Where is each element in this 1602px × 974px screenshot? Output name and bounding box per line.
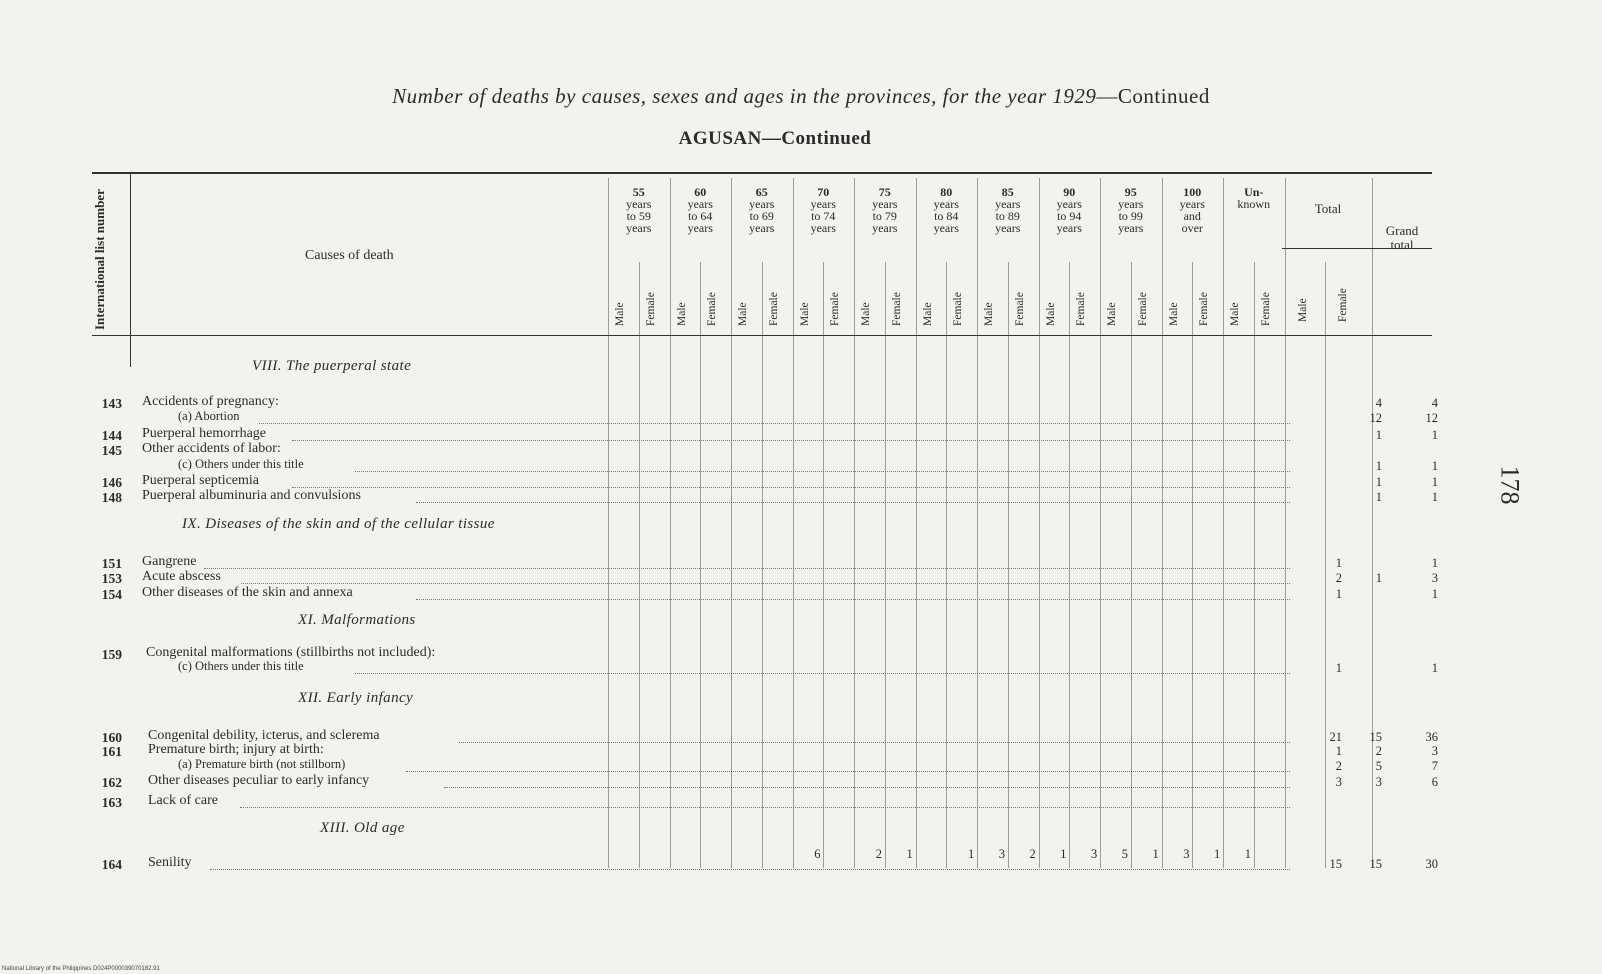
total-female-value: 5 [1375,759,1382,773]
cause-label: Puerperal albuminuria and convulsions [142,488,361,503]
total-male-value: 1 [1335,556,1342,570]
total-female-value: 2 [1375,744,1382,758]
male-subheader: Male [675,302,688,326]
age-group-line: 80 [940,185,953,199]
total-female-value: 1 [1375,490,1382,504]
cause-label: Other accidents of labor: [142,441,281,456]
cause-label: Congenital malformations (stillbirths not included): [146,645,436,660]
senility-age-value: 2 [1029,847,1036,861]
age-group-line: years [687,197,713,211]
age-group-header [977,186,1039,234]
total-female-value: 1 [1375,571,1382,585]
leader-dots [355,672,1290,674]
grand-total-value: 1 [1431,587,1438,601]
age-group-line: known [1237,197,1271,211]
cause-label: Senility [148,855,192,870]
age-group-line: 90 [1063,185,1076,199]
age-column-rule [608,178,609,868]
age-group-header [1100,186,1162,234]
sex-column-rule [762,262,763,868]
grand-total-value: 1 [1431,475,1438,489]
total-female-value: 1 [1375,428,1382,442]
leader-dots [210,868,1290,870]
table-title [0,84,1602,109]
age-group-line: years [810,197,836,211]
sex-column-rule [1131,262,1132,868]
leader-dots [292,439,1290,441]
total-male-value: 2 [1335,759,1342,773]
age-group-header [608,186,670,234]
total-female-value: 3 [1375,775,1382,789]
list-number: 143 [101,396,122,411]
age-group-line: 75 [878,185,891,199]
female-subheader: Female [1198,292,1211,326]
female-subheader: Female [644,292,657,326]
cause-label: (a) Premature birth (not stillborn) [178,757,346,771]
list-number: 151 [101,556,122,571]
total-female-value: 1 [1375,459,1382,473]
senility-age-value: 2 [875,847,882,861]
leader-dots [416,598,1290,600]
age-group-line: to 89 [995,209,1020,223]
leader-dots [240,806,1290,808]
sex-column-rule [885,262,886,868]
list-number: 159 [101,647,122,662]
age-group-line: to 84 [934,209,959,223]
grand-total-value: 6 [1431,775,1438,789]
total-male-value: 1 [1335,744,1342,758]
age-column-rule [1223,178,1224,868]
intl-list-header [92,189,108,330]
cause-label: Other diseases of the skin and annexa [142,585,353,600]
total-female-value: 1 [1375,475,1382,489]
male-subheader: Male [1167,302,1180,326]
male-subheader: Male [860,302,872,326]
age-group-line: years [626,221,652,235]
grand-total-line1: Grand [1385,223,1419,238]
grand-total-value: 36 [1425,730,1438,744]
section-malformations: XI. Malformations [298,612,416,628]
total-female-value: 4 [1375,396,1382,410]
senility-age-value: 1 [1214,847,1221,861]
male-subheader: Male [1044,302,1057,326]
leader-dots [459,741,1290,743]
age-column-rule [1162,178,1163,868]
age-column-rule [731,178,732,868]
list-number: 145 [101,443,122,458]
cause-label: Congenital debility, icterus, and sclerema [148,728,380,743]
female-subheader: Female [829,292,842,326]
age-column-rule [916,178,917,868]
age-column-rule [977,178,978,868]
female-subheader: Female [767,292,780,326]
age-group-line: and [1183,209,1201,223]
footer-credit: National Library of the Philippines D024P000039070182.91 [2,966,160,972]
sex-column-rule [700,262,701,868]
age-group-line: years [995,197,1021,211]
age-group-line: years [1118,197,1144,211]
senility-age-value: 6 [814,847,821,861]
section-skin: IX. Diseases of the skin and of the cellular tissue [182,516,495,532]
age-group-header [1162,186,1224,234]
age-group-line: to 99 [1118,209,1143,223]
senility-age-value: 5 [1121,847,1128,861]
female-subheader: Female [1259,292,1272,326]
list-number: 161 [101,744,122,759]
total-male-value: 21 [1329,730,1342,744]
grand-total-value: 30 [1425,857,1438,871]
list-number: 148 [101,490,122,505]
age-group-line: years [1118,221,1144,235]
age-group-line: years [1179,197,1205,211]
age-group-line: years [1056,197,1082,211]
total-male-value: 2 [1335,571,1342,585]
leader-dots [204,567,1290,569]
grand-total-value: 1 [1431,428,1438,442]
age-group-line: 60 [694,185,707,199]
title-suffix: —Continued [1096,84,1210,108]
total-male-value: 15 [1329,857,1342,871]
age-group-line: years [1056,221,1082,235]
male-subheader: Male [737,302,749,326]
senility-age-value: 3 [1091,847,1098,861]
age-column-rule [1039,178,1040,868]
causes-left-rule [130,172,131,367]
grand-total-value: 3 [1431,571,1438,585]
male-subheader: Male [983,302,995,326]
total-column-rule [1285,178,1286,868]
age-group-line: years [872,197,898,211]
leader-dots [292,486,1290,488]
causes-header: Causes of death [305,248,394,263]
age-group-line: to 79 [872,209,897,223]
age-group-line: years [995,221,1021,235]
cause-label: Premature birth; injury at birth: [148,742,324,757]
grand-total-value: 12 [1425,411,1438,425]
total-female-value: 12 [1369,411,1382,425]
age-group-line: 65 [755,185,768,199]
cause-label: Other diseases peculiar to early infancy [148,773,370,788]
age-group-line: to 69 [749,209,774,223]
total-male-value: 1 [1335,661,1342,675]
total-male-value: 1 [1335,587,1342,601]
total-male-value: 3 [1335,775,1342,789]
cause-label: Acute abscess [142,569,221,584]
list-number: 164 [101,857,122,872]
leader-dots [259,422,1290,424]
age-group-line: 95 [1124,185,1137,199]
grand-total-value: 1 [1431,459,1438,473]
grand-total-value: 3 [1431,744,1438,758]
title-text: Number of deaths by causes, sexes and ages in the provinces, for the year 1929 [392,84,1097,108]
grand-total-value: 1 [1431,661,1438,675]
senility-age-value: 3 [998,847,1005,861]
cause-label: Puerperal septicemia [142,473,260,488]
age-group-header [854,186,916,234]
leader-dots [241,582,1290,584]
grand-total-header [1372,224,1432,252]
female-subheader: Female [706,292,719,326]
page-number: 178 [1495,465,1525,505]
age-column-rule [670,178,671,868]
senility-age-value: 1 [1152,847,1159,861]
cause-label: (c) Others under this title [178,659,304,673]
senility-age-value: 1 [906,847,913,861]
age-column-rule [854,178,855,868]
female-subheader: Female [952,292,965,326]
age-group-line: Un- [1244,185,1264,199]
female-subheader: Female [890,292,903,326]
age-group-line: 55 [632,185,645,199]
age-group-line: to 74 [811,209,836,223]
table-subtitle: AGUSAN—Continued [678,128,872,149]
sex-column-rule [1069,262,1070,868]
age-group-line: years [933,197,959,211]
age-group-header [916,186,978,234]
male-subheader: Male [921,302,934,326]
grand-total-value: 1 [1431,490,1438,504]
list-number: 144 [101,428,122,443]
section-puerperal: VIII. The puerperal state [252,358,412,374]
grand-total-value: 7 [1431,759,1438,773]
age-column-rule [793,178,794,868]
age-group-line: years [810,221,836,235]
cause-label: Gangrene [142,554,197,569]
senility-age-value: 1 [1244,847,1251,861]
grand-total-value: 1 [1431,556,1438,570]
intl-list-label: International list number [92,189,107,330]
section-old-age: XIII. Old age [320,820,405,836]
leader-dots [406,770,1290,772]
senility-age-value: 1 [968,847,975,861]
age-group-line: years [687,221,713,235]
age-group-line: years [626,197,652,211]
age-group-line: years [872,221,898,235]
age-group-line: years [749,221,775,235]
cause-label: (c) Others under this title [178,457,304,471]
table-top-rule [92,172,1432,174]
section-early-infancy: XII. Early infancy [298,690,414,706]
total-header: Total [1314,201,1342,216]
sex-column-rule [823,262,824,868]
list-number: 163 [101,795,122,810]
sex-column-rule [1192,262,1193,868]
leader-dots [416,501,1290,503]
senility-age-value: 1 [1060,847,1067,861]
senility-age-value: 3 [1183,847,1190,861]
age-column-rule [1100,178,1101,868]
total-female-value: 15 [1369,730,1382,744]
list-number: 154 [101,587,122,602]
age-group-line: 100 [1183,185,1202,199]
cause-label: (a) Abortion [178,409,240,423]
age-group-header [793,186,855,234]
age-group-line: 70 [817,185,830,199]
age-group-header [1039,186,1101,234]
age-group-line: 85 [1001,185,1014,199]
leader-dots [355,470,1290,472]
male-subheader: Male [1106,302,1118,326]
grand-total-line2: total [1390,237,1414,252]
list-number: 146 [101,475,122,490]
total-male-subheader: Male [1296,298,1309,322]
age-group-line: to 64 [688,209,713,223]
age-group-line: to 94 [1057,209,1082,223]
age-group-header [670,186,732,234]
list-number: 162 [101,775,122,790]
age-group-line: to 59 [626,209,651,223]
age-group-header [1223,186,1285,210]
female-subheader: Female [1136,292,1149,326]
cause-label: Lack of care [148,793,218,808]
total-female-value: 15 [1369,857,1382,871]
age-group-header [731,186,793,234]
sex-column-rule [1008,262,1009,868]
sex-column-rule [1254,262,1255,868]
age-group-line: years [933,221,959,235]
female-subheader: Female [1075,292,1088,326]
leader-dots [444,786,1290,788]
male-subheader: Male [798,302,811,326]
male-subheader: Male [1229,302,1241,326]
male-subheader: Male [614,302,626,326]
age-group-line: years [749,197,775,211]
sex-column-rule [639,262,640,868]
cause-label: Puerperal hemorrhage [142,426,266,441]
cause-label: Accidents of pregnancy: [142,394,279,409]
total-female-subheader: Female [1336,288,1349,322]
list-number: 160 [101,730,122,745]
age-group-line: over [1181,221,1203,235]
sex-column-rule [946,262,947,868]
grand-total-value: 4 [1431,396,1438,410]
female-subheader: Female [1013,292,1026,326]
list-number: 153 [101,571,122,586]
